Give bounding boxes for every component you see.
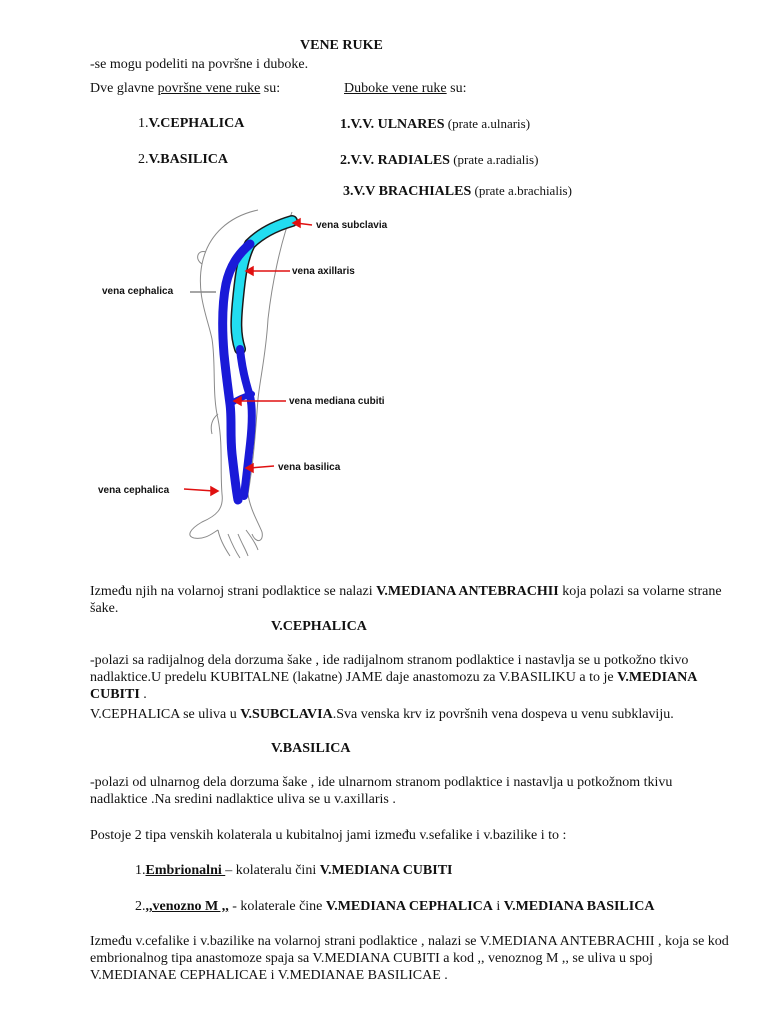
- page-title: VENE RUKE: [300, 38, 383, 53]
- deep-item-1: 1.V.V. ULNARES (prate a.ulnaris): [340, 116, 531, 132]
- collaterals-intro: Postoje 2 tipa venskih kolaterala u kubitalnoj jami između v.sefalike i v.bazilike i to :: [90, 828, 567, 843]
- label-vena-basilica: vena basilica: [278, 462, 341, 473]
- deep-item-3: 3.V.V BRACHIALES (prate a.brachialis): [343, 183, 572, 199]
- label-vena-mediana-cubiti: vena mediana cubiti: [289, 396, 385, 407]
- label-vena-cephalica-upper: vena cephalica: [102, 286, 174, 297]
- final-paragraph: Između v.cefalike i v.bazilike na volarnoj strani podlaktice , nalazi se V.MEDIANA ANTEBRACHII , koja se kod embrionalnog tipa anastomoze spaja sa V.MEDIANA CUBITI a kod ,, venoznog M ,, se uliva u spoj V.MEDIANAE CEPHALICAE i V.MEDIANAE BASILICAE .: [90, 934, 729, 983]
- label-vena-subclavia: vena subclavia: [316, 220, 388, 231]
- section-heading-cephalica: V.CEPHALICA: [271, 619, 367, 634]
- section-heading-basilica: V.BASILICA: [271, 741, 351, 756]
- label-vena-axillaris: vena axillaris: [292, 266, 355, 277]
- deep-heading: Duboke vene ruke su:: [344, 81, 467, 96]
- arm-veins-figure: [90, 204, 430, 560]
- superficial-heading: Dve glavne površne vene ruke su:: [90, 81, 281, 96]
- superficial-item-1: 1.V.CEPHALICA: [138, 116, 245, 131]
- label-vena-cephalica-lower: vena cephalica: [98, 485, 170, 496]
- deep-item-2: 2.V.V. RADIALES (prate a.radialis): [340, 152, 539, 168]
- collateral-type-2: 2.,,venozno M ,, - kolaterale čine V.MEDIANA CEPHALICA i V.MEDIANA BASILICA: [135, 899, 655, 914]
- paragraph-cephalica-2: V.CEPHALICA se uliva u V.SUBCLAVIA.Sva venska krv iz površnih vena dospeva u venu subklaviju.: [90, 707, 674, 722]
- arm-veins-illustration: [90, 204, 430, 560]
- intro-text: -se mogu podeliti na površne i duboke.: [90, 57, 309, 72]
- collateral-type-1: 1.Embrionalni – kolateralu čini V.MEDIANA CUBITI: [135, 863, 453, 878]
- paragraph-basilica: -polazi od ulnarnog dela dorzuma šake , ide ulnarnom stranom podlaktice i nastavlja u potkožnom tkivu nadlaktice .Na sredini nadlaktice uliva se u v.axillaris .: [90, 775, 673, 807]
- deep-veins: [236, 221, 292, 349]
- paragraph-cephalica-1: -polazi sa radijalnog dela dorzuma šake , ide radijalnom stranom podlaktice i nastavlja se u potkožno tkivo nadlaktice.U predelu KUBITALNE (lakatne) JAME daje anastomozu za V.BASILIKU a to je V.MEDIANA CUBITI .: [90, 653, 697, 702]
- superficial-item-2: 2.V.BASILICA: [138, 152, 228, 167]
- paragraph-mediana-antebrachii: Između njih na volarnoj strani podlaktice se nalazi V.MEDIANA ANTEBRACHII koja polazi sa volarne strane šake.: [90, 584, 722, 616]
